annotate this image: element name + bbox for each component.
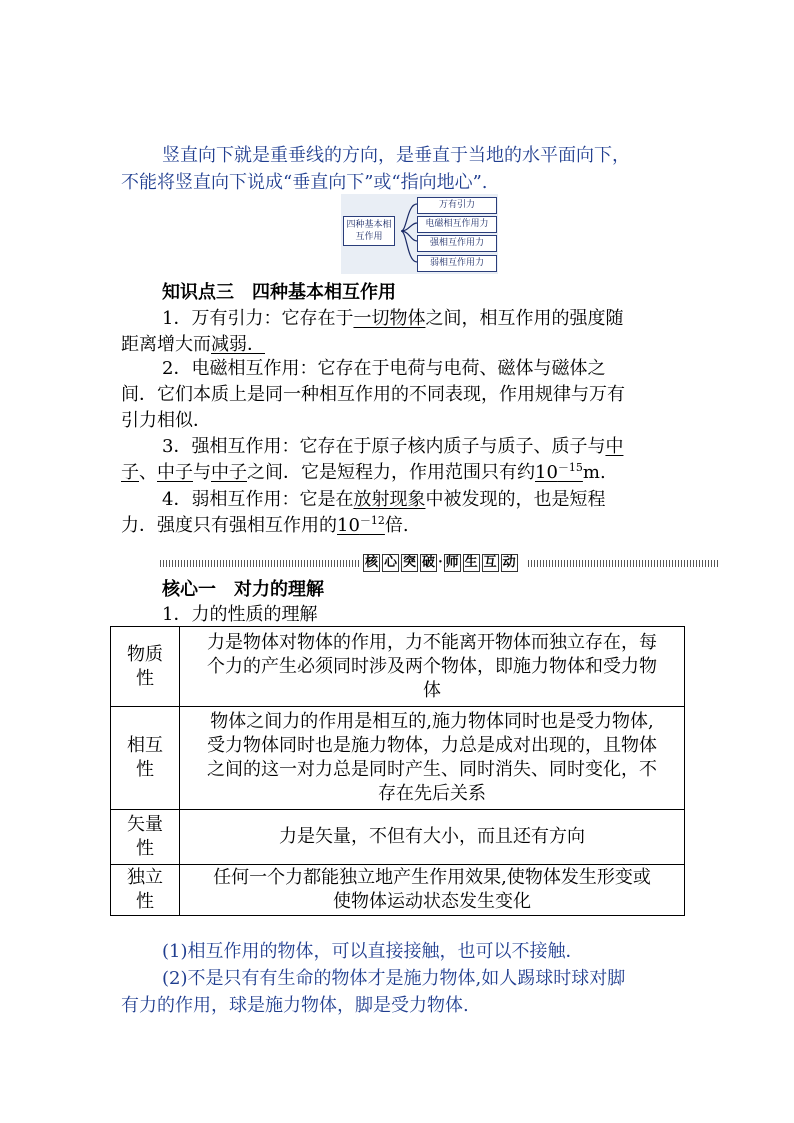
key-line: 性 [136, 891, 154, 912]
banner-stripe-left [160, 560, 360, 567]
section-heading: 知识点三 四种基本相互作用 [162, 282, 396, 303]
underlined-term: 减弱． [211, 334, 265, 355]
note-line-1: 竖直向下就是重垂线的方向，是垂直于当地的水平面向下， [162, 145, 630, 166]
text: 力．强度只有强相互作用的 [121, 515, 337, 536]
value-line: 存在先后关系 [378, 783, 486, 804]
item-4-line-1 [162, 488, 605, 512]
underlined-term: 中子 [211, 462, 247, 483]
value-line: 物体之间力的作用是相互的,施力物体同时也是受力物体, [210, 711, 654, 732]
banner-char: 生 [464, 555, 478, 570]
key-line: 性 [136, 838, 154, 859]
key-line: 性 [136, 759, 154, 780]
value-line: 力是物体对物体的作用，力不能离开物体而独立存在，每 [207, 631, 657, 653]
item-1-line-2 [121, 333, 265, 357]
key-line: 矢量 [127, 814, 163, 835]
row-value [180, 810, 685, 865]
key-line: 物质 [127, 643, 163, 665]
text: 距离增大而 [121, 334, 211, 355]
item-4-line-2 [121, 514, 409, 538]
item-2-line-3: 引力相似． [121, 410, 211, 431]
range-value [535, 462, 583, 483]
value-line: 之间的这一对力总是同时产生、同时消失、同时变化，不 [207, 759, 657, 780]
number: 10 [337, 515, 360, 536]
mindmap-node-weak: 弱相互作用力 [417, 255, 497, 272]
row-key [111, 707, 180, 810]
row-value [180, 707, 685, 810]
banner-char: 动 [502, 555, 516, 570]
mindmap-node-strong: 强相互作用力 [417, 235, 497, 252]
banner-char: 师 [445, 555, 459, 570]
text: 之间．它是短程力，作用范围只有约 [247, 462, 535, 483]
text: 3．强相互作用：它存在于原子核内质子与质子、质子与 [162, 436, 606, 457]
banner-label [362, 553, 519, 573]
text: 倍. [384, 515, 409, 536]
item-2-line-2: 间．它们本质上是同一种相互作用的不同表现，作用规律与万有 [121, 384, 625, 405]
item-3-line-1 [162, 435, 623, 459]
underlined-term: 中 [605, 436, 624, 457]
table-row [111, 707, 685, 810]
mindmap-node-electromagnetic: 电磁相互作用力 [417, 216, 497, 233]
underlined-term: 中子 [157, 462, 193, 483]
key-line: 性 [136, 667, 154, 689]
item-3-line-2 [121, 461, 606, 485]
value-line: 个力的产生必须同时涉及两个物体，即施力物体和受力物 [207, 655, 657, 677]
text: 1．万有引力：它存在于 [162, 308, 354, 329]
key-line: 相互 [127, 735, 163, 756]
tip-1: (1)相互作用的物体，可以直接接触，也可以不接触． [162, 941, 584, 962]
banner-char: 互 [483, 555, 497, 570]
banner-char: 破 [422, 555, 436, 570]
mindmap-root: 四种基本相互作用 [343, 216, 395, 246]
underlined-term: 放射现象 [353, 489, 426, 510]
value-line: 任何一个力都能独立地产生作用效果,使物体发生形变或 [213, 867, 651, 888]
row-value [180, 865, 685, 916]
tip-2-line-1: (2)不是只有有生命的物体才是施力物体,如人踢球时球对脚 [162, 968, 626, 989]
four-interactions-mindmap [341, 194, 498, 274]
text: 、 [139, 462, 157, 483]
value-line: 受力物体同时也是施力物体，力总是成对出现的，且物体 [207, 735, 657, 756]
row-value [180, 627, 685, 707]
text: 中被发现的，也是短程 [425, 489, 606, 510]
text: 与 [193, 462, 211, 483]
table-row [111, 865, 685, 916]
underlined-term: 子 [121, 462, 139, 483]
key-line: 独立 [127, 867, 163, 888]
mindmap-node-gravity: 万有引力 [417, 197, 497, 214]
core-heading: 核心一 对力的理解 [162, 579, 324, 600]
value-line: 力是矢量，不但有大小，而且还有方向 [279, 826, 585, 847]
number: 10 [535, 462, 558, 483]
value-line: 使物体运动状态发生变化 [333, 891, 531, 912]
banner-char: 核 [365, 555, 379, 570]
row-key [111, 865, 180, 916]
strength-value [337, 515, 385, 536]
table-row [111, 627, 685, 707]
value-line: 体 [423, 679, 441, 701]
core-subheading: 1．力的性质的理解 [162, 604, 318, 625]
banner-char: 突 [403, 555, 417, 570]
force-properties-table [110, 626, 685, 916]
exponent: －12 [359, 514, 385, 527]
underlined-term: 一切物体 [353, 308, 426, 329]
row-key [111, 810, 180, 865]
unit: m. [582, 462, 606, 483]
banner-dot: · [438, 555, 443, 570]
note-line-2: 不能将竖直向下说成“垂直向下”或“指向地心”. [121, 172, 488, 193]
exponent: －15 [557, 461, 583, 474]
table-row [111, 810, 685, 865]
banner-stripe-right [528, 560, 720, 567]
item-1-line-1 [162, 307, 623, 331]
row-key [111, 627, 180, 707]
tip-2-line-2: 有力的作用，球是施力物体，脚是受力物体. [121, 995, 469, 1016]
text: 之间，相互作用的强度随 [425, 308, 624, 329]
item-2-line-1: 2．电磁相互作用：它存在于电荷与电荷、磁体与磁体之 [162, 358, 606, 379]
section-banner [160, 553, 720, 573]
banner-char: 心 [384, 555, 398, 570]
text: 4．弱相互作用：它是在 [162, 489, 354, 510]
